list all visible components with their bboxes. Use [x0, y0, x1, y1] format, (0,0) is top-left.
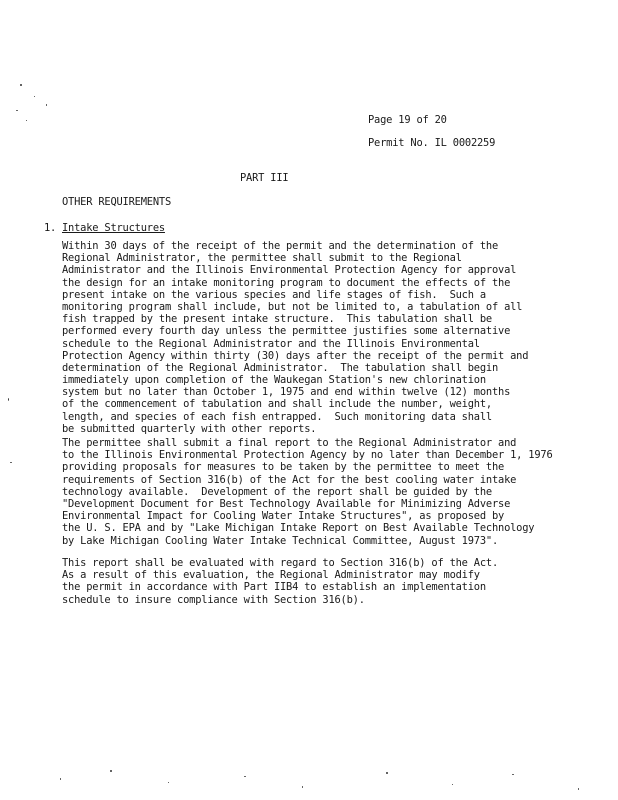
scan-speck — [60, 778, 61, 780]
item-title: Intake Structures — [62, 222, 165, 234]
paragraph-line: technology available. Development of the report shall be guided by the — [62, 485, 492, 498]
page-number: Page 19 of 20 — [368, 114, 447, 126]
paragraph-line: to the Illinois Environmental Protection Agency by no later than December 1, 1976 — [62, 449, 553, 462]
paragraph-line: Regional Administrator, the permittee shall submit to the Regional — [62, 252, 462, 265]
paragraph-line: determination of the Regional Administrator. The tabulation shall begin — [62, 361, 499, 374]
paragraph-intake-monitoring — [62, 240, 532, 435]
paragraph-evaluation — [62, 557, 532, 606]
paragraph-line: requirements of Section 316(b) of the Act for the best cooling water intake — [62, 473, 517, 486]
scan-speck — [452, 784, 453, 785]
scan-speck — [46, 104, 47, 106]
paragraph-line: The permittee shall submit a final report to the Regional Administrator and — [62, 437, 517, 449]
paragraph-line: the U. S. EPA and by "Lake Michigan Intake Report on Best Available Technology — [62, 522, 535, 535]
scan-speck — [244, 776, 246, 777]
scan-speck — [386, 772, 388, 774]
scan-speck — [20, 84, 22, 86]
scan-speck — [8, 398, 9, 401]
paragraph-line: fish trapped by the present intake structure. This tabulation shall be — [62, 313, 492, 326]
paragraph-line: schedule to insure compliance with Section 316(b). — [62, 593, 365, 606]
paragraph-line: be submitted quarterly with other reports. — [62, 422, 317, 435]
paragraph-line: of the commencement of tabulation and shall include the number, weight, — [62, 398, 492, 411]
paragraph-line: by Lake Michigan Cooling Water Intake Technical Committee, August 1973". — [62, 534, 499, 547]
paragraph-line: performed every fourth day unless the permittee justifies some alternative — [62, 325, 511, 338]
paragraph-line: Within 30 days of the receipt of the permit and the determination of the — [62, 240, 499, 252]
paragraph-line: length, and species of each fish entrapped. Such monitoring data shall — [62, 410, 492, 423]
scan-speck — [302, 786, 303, 788]
part-title: PART III — [240, 172, 289, 184]
paragraph-line: schedule to the Regional Administrator and the Illinois Environmental — [62, 337, 480, 350]
paragraph-line: monitoring program shall include, but not be limited to, a tabulation of all — [62, 300, 523, 313]
paragraph-line: Environmental Impact for Cooling Water Intake Structures", as proposed by — [62, 510, 505, 523]
paragraph-line: present intake on the various species and life stages of fish. Such a — [62, 288, 486, 301]
paragraph-line: providing proposals for measures to be taken by the permittee to meet the — [62, 461, 505, 474]
scan-speck — [10, 462, 12, 463]
paragraph-line: the design for an intake monitoring program to document the effects of the — [62, 276, 511, 289]
scan-speck — [110, 770, 112, 772]
scan-speck — [16, 110, 18, 111]
paragraph-line: "Development Document for Best Technology Available for Minimizing Adverse — [62, 497, 511, 510]
paragraph-final-report — [62, 437, 553, 547]
paragraph-line: Protection Agency within thirty (30) days after the receipt of the permit and — [62, 349, 529, 362]
paragraph-line: system but no later than October 1, 1975 and end within twelve (12) months — [62, 386, 511, 399]
scan-speck — [578, 788, 579, 790]
paragraph-line: Administrator and the Illinois Environmental Protection Agency for approval — [62, 264, 517, 277]
paragraph-line: This report shall be evaluated with regard to Section 316(b) of the Act. — [62, 557, 499, 569]
paragraph-line: the permit in accordance with Part IIB4 to establish an implementation — [62, 581, 486, 594]
scan-speck — [34, 96, 35, 97]
section-title: OTHER REQUIREMENTS — [62, 196, 172, 208]
item-number: 1. — [44, 222, 57, 234]
scan-speck — [512, 774, 514, 775]
scan-speck — [26, 120, 27, 121]
paragraph-line: As a result of this evaluation, the Regional Administrator may modify — [62, 569, 480, 582]
permit-number: Permit No. IL 0002259 — [368, 137, 496, 149]
scan-speck — [168, 782, 169, 783]
paragraph-line: immediately upon completion of the Waukegan Station's new chlorination — [62, 374, 486, 387]
